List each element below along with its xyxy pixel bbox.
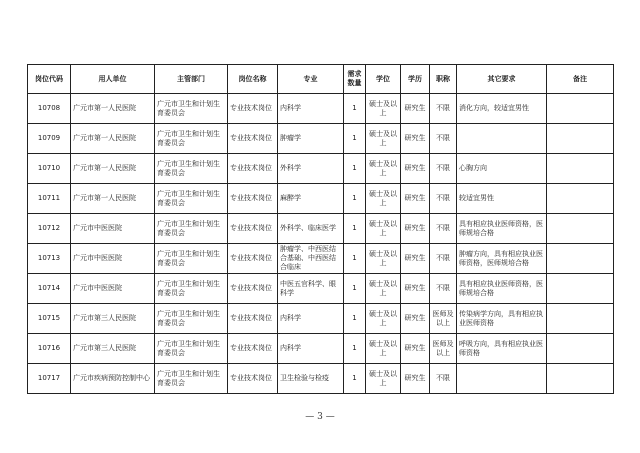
table-row [28, 154, 614, 184]
cell-major: 内科学 [278, 334, 344, 364]
cell-title: 不限 [430, 94, 457, 124]
cell-other [457, 364, 547, 394]
cell-title: 医师及以上 [430, 304, 457, 334]
cell-post: 专业技术岗位 [228, 274, 278, 304]
cell-code: 10712 [28, 214, 71, 244]
cell-title: 不限 [430, 214, 457, 244]
cell-dept: 广元市卫生和计划生育委员会 [155, 364, 228, 394]
cell-degree: 硕士及以上 [366, 154, 401, 184]
cell-note [547, 154, 614, 184]
cell-title: 不限 [430, 364, 457, 394]
header-title: 职称 [430, 65, 457, 94]
cell-edu: 研究生 [401, 94, 430, 124]
cell-unit: 广元市第一人民医院 [71, 154, 155, 184]
cell-code: 10711 [28, 184, 71, 214]
cell-code: 10716 [28, 334, 71, 364]
cell-unit: 广元市中医医院 [71, 214, 155, 244]
header-major: 专业 [278, 65, 344, 94]
cell-degree: 硕士及以上 [366, 184, 401, 214]
cell-major: 外科学、临床医学 [278, 214, 344, 244]
cell-code: 10709 [28, 124, 71, 154]
cell-post: 专业技术岗位 [228, 304, 278, 334]
cell-title: 不限 [430, 184, 457, 214]
cell-post: 专业技术岗位 [228, 364, 278, 394]
cell-degree: 硕士及以上 [366, 334, 401, 364]
table-row [28, 274, 614, 304]
cell-dept: 广元市卫生和计划生育委员会 [155, 304, 228, 334]
cell-degree: 硕士及以上 [366, 304, 401, 334]
table-row [28, 94, 614, 124]
header-row [28, 65, 614, 94]
cell-edu: 研究生 [401, 304, 430, 334]
cell-edu: 研究生 [401, 244, 430, 274]
cell-unit: 广元市第三人民医院 [71, 334, 155, 364]
cell-degree: 硕士及以上 [366, 214, 401, 244]
cell-unit: 广元市中医医院 [71, 274, 155, 304]
table-row [28, 214, 614, 244]
cell-unit: 广元市第一人民医院 [71, 184, 155, 214]
cell-unit: 广元市第一人民医院 [71, 124, 155, 154]
cell-major: 内科学 [278, 304, 344, 334]
header-dept: 主管部门 [155, 65, 228, 94]
cell-other: 具有相应执业医师资格，医师规培合格 [457, 274, 547, 304]
table-row [28, 304, 614, 334]
cell-count: 1 [344, 364, 366, 394]
cell-post: 专业技术岗位 [228, 214, 278, 244]
cell-edu: 研究生 [401, 364, 430, 394]
cell-major: 肿瘤学 [278, 124, 344, 154]
cell-count: 1 [344, 214, 366, 244]
cell-dept: 广元市卫生和计划生育委员会 [155, 184, 228, 214]
cell-dept: 广元市卫生和计划生育委员会 [155, 94, 228, 124]
cell-major: 肿瘤学、中西医结合基础、中西医结合临床 [278, 244, 344, 274]
cell-post: 专业技术岗位 [228, 124, 278, 154]
cell-other: 消化方向，较适宜男性 [457, 94, 547, 124]
table-row [28, 334, 614, 364]
header-degree: 学位 [366, 65, 401, 94]
cell-count: 1 [344, 94, 366, 124]
cell-edu: 研究生 [401, 184, 430, 214]
cell-note [547, 304, 614, 334]
cell-major: 卫生检验与检疫 [278, 364, 344, 394]
cell-count: 1 [344, 304, 366, 334]
header-count: 需求数量 [344, 65, 366, 94]
cell-title: 不限 [430, 274, 457, 304]
cell-code: 10713 [28, 244, 71, 274]
cell-other: 较适宜男性 [457, 184, 547, 214]
cell-note [547, 214, 614, 244]
cell-degree: 硕士及以上 [366, 124, 401, 154]
table-row [28, 364, 614, 394]
cell-dept: 广元市卫生和计划生育委员会 [155, 274, 228, 304]
cell-post: 专业技术岗位 [228, 154, 278, 184]
recruitment-table [27, 64, 614, 394]
cell-post: 专业技术岗位 [228, 334, 278, 364]
cell-post: 专业技术岗位 [228, 94, 278, 124]
cell-note [547, 364, 614, 394]
cell-dept: 广元市卫生和计划生育委员会 [155, 334, 228, 364]
cell-count: 1 [344, 244, 366, 274]
cell-title: 不限 [430, 124, 457, 154]
cell-other: 呼吸方向，具有相应执业医师资格 [457, 334, 547, 364]
cell-title: 不限 [430, 244, 457, 274]
cell-count: 1 [344, 124, 366, 154]
cell-code: 10714 [28, 274, 71, 304]
cell-unit: 广元市中医医院 [71, 244, 155, 274]
cell-other: 传染病学方向，具有相应执业医师资格 [457, 304, 547, 334]
page-number: — 3 — [305, 412, 335, 422]
cell-code: 10708 [28, 94, 71, 124]
header-post: 岗位名称 [228, 65, 278, 94]
cell-unit: 广元市第一人民医院 [71, 94, 155, 124]
cell-dept: 广元市卫生和计划生育委员会 [155, 124, 228, 154]
cell-post: 专业技术岗位 [228, 184, 278, 214]
cell-other: 肿瘤方向，具有相应执业医师资格，医师规培合格 [457, 244, 547, 274]
cell-degree: 硕士及以上 [366, 364, 401, 394]
cell-major: 外科学 [278, 154, 344, 184]
header-unit: 用人单位 [71, 65, 155, 94]
cell-count: 1 [344, 154, 366, 184]
cell-dept: 广元市卫生和计划生育委员会 [155, 244, 228, 274]
cell-edu: 研究生 [401, 214, 430, 244]
cell-count: 1 [344, 334, 366, 364]
cell-edu: 研究生 [401, 154, 430, 184]
cell-title: 医师及以上 [430, 334, 457, 364]
cell-degree: 硕士及以上 [366, 94, 401, 124]
cell-code: 10715 [28, 304, 71, 334]
table-row [28, 244, 614, 274]
cell-degree: 硕士及以上 [366, 244, 401, 274]
cell-code: 10710 [28, 154, 71, 184]
header-other: 其它要求 [457, 65, 547, 94]
cell-other [457, 124, 547, 154]
cell-count: 1 [344, 184, 366, 214]
cell-other: 具有相应执业医师资格，医师规培合格 [457, 214, 547, 244]
cell-note [547, 334, 614, 364]
cell-note [547, 274, 614, 304]
cell-unit: 广元市第三人民医院 [71, 304, 155, 334]
cell-dept: 广元市卫生和计划生育委员会 [155, 214, 228, 244]
cell-major: 中医五官科学、眼科学 [278, 274, 344, 304]
header-note: 备注 [547, 65, 614, 94]
cell-title: 不限 [430, 154, 457, 184]
cell-degree: 硕士及以上 [366, 274, 401, 304]
cell-post: 专业技术岗位 [228, 244, 278, 274]
cell-edu: 研究生 [401, 334, 430, 364]
table-row [28, 184, 614, 214]
cell-note [547, 244, 614, 274]
cell-note [547, 124, 614, 154]
cell-major: 内科学 [278, 94, 344, 124]
cell-unit: 广元市疾病预防控制中心 [71, 364, 155, 394]
table-row [28, 124, 614, 154]
cell-other: 心胸方向 [457, 154, 547, 184]
cell-note [547, 184, 614, 214]
cell-dept: 广元市卫生和计划生育委员会 [155, 154, 228, 184]
header-code: 岗位代码 [28, 65, 71, 94]
header-edu: 学历 [401, 65, 430, 94]
cell-code: 10717 [28, 364, 71, 394]
cell-edu: 研究生 [401, 274, 430, 304]
cell-major: 麻醉学 [278, 184, 344, 214]
cell-note [547, 94, 614, 124]
cell-count: 1 [344, 274, 366, 304]
cell-edu: 研究生 [401, 124, 430, 154]
